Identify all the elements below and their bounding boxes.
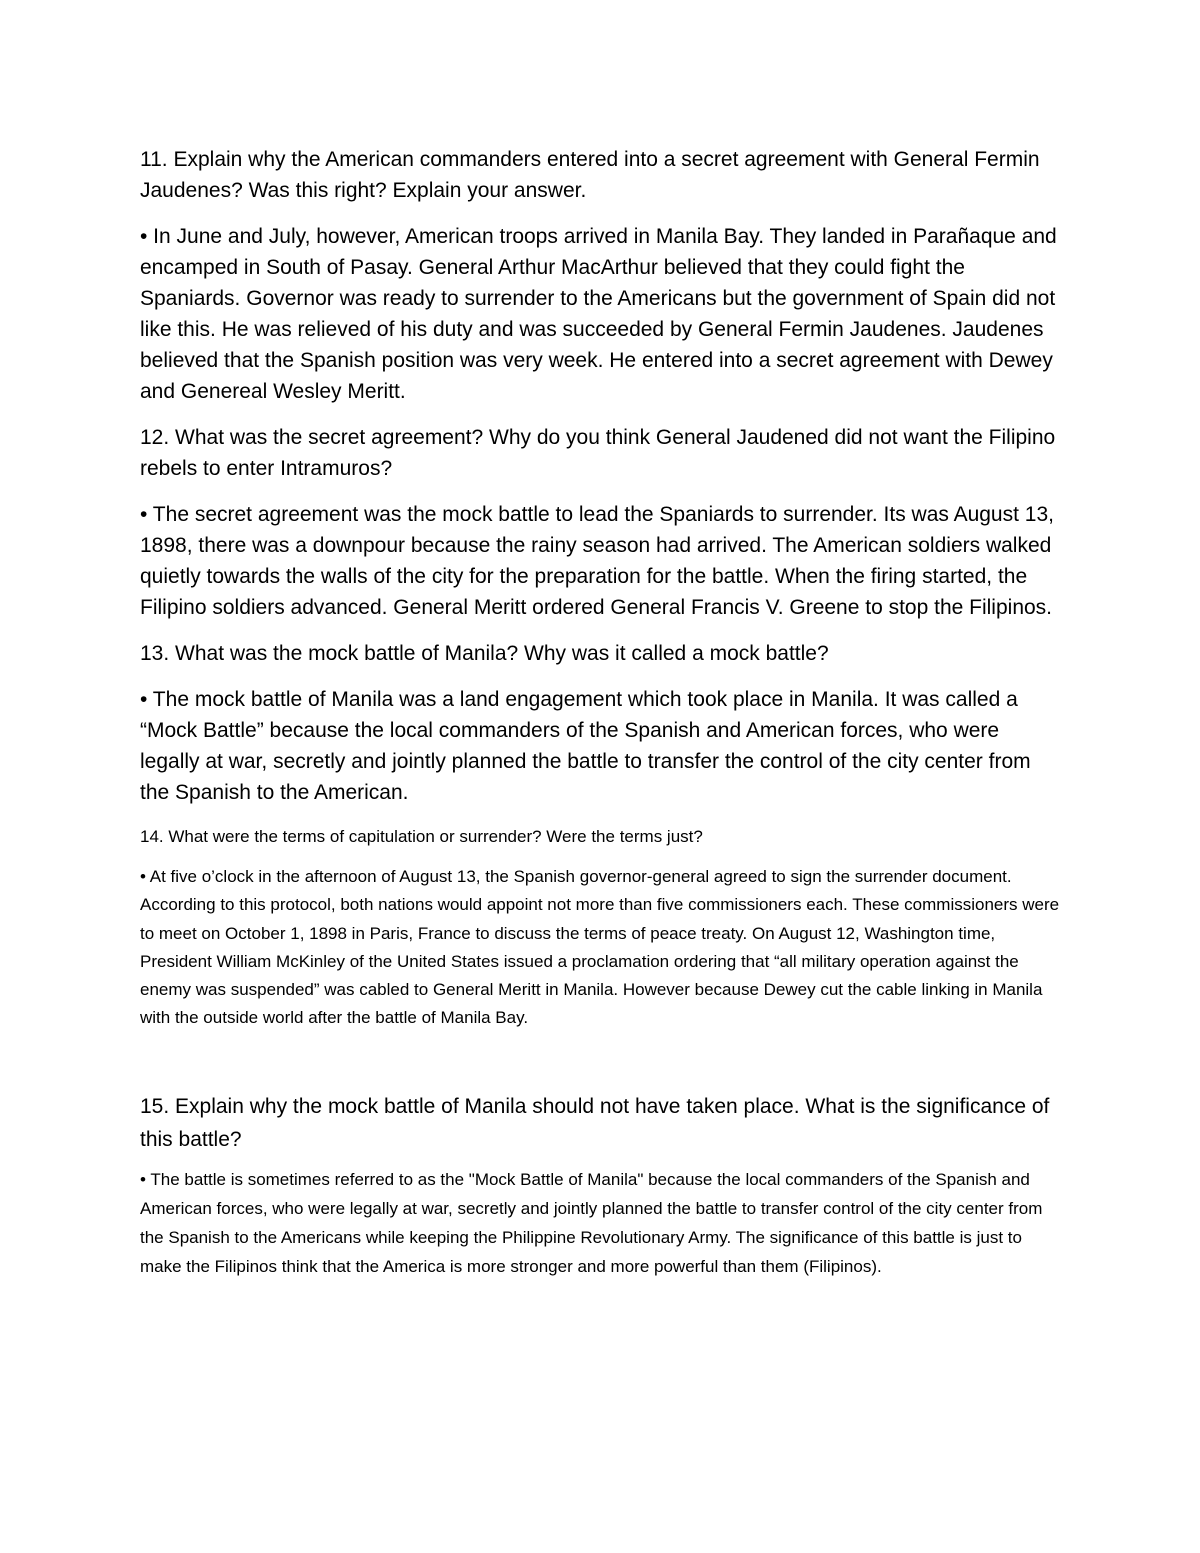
answer-13: • The mock battle of Manila was a land engagement which took place in Manila. It was called a “Mock Battle” because the local commanders of the Spanish and American forces, who were legally at war, secretly and jointly planned the battle to transfer the control of the city center from the Spanish to the American.: [140, 688, 1031, 804]
question-14: 14. What were the terms of capitulation or surrender? Were the terms just?: [140, 827, 703, 846]
question-12: 12. What was the secret agreement? Why do you think General Jaudened did not want the Filipino rebels to enter Intramuros?: [140, 426, 1056, 480]
question-13: 13. What was the mock battle of Manila? Why was it called a mock battle?: [140, 642, 829, 665]
answer-11: • In June and July, however, American troops arrived in Manila Bay. They landed in Parañaque and encamped in South of Pasay. General Arthur MacArthur believed that they could fight the Spaniards. Governor was ready to surrender to the Americans but the government of Spain did not like this. He was relieved of his duty and was succeeded by General Fermin Jaudenes. Jaudenes believed that the Spanish position was very week. He entered into a secret agreement with Dewey and Genereal Wesley Meritt.: [140, 225, 1057, 403]
question-11: 11. Explain why the American commanders entered into a secret agreement with General Fermin Jaudenes? Was this right? Explain your answer.: [140, 148, 1040, 202]
question-15: 15. Explain why the mock battle of Manila should not have taken place. What is the significance of this battle?: [140, 1094, 1050, 1151]
answer-15: • The battle is sometimes referred to as the "Mock Battle of Manila" because the local commanders of the Spanish and American forces, who were legally at war, secretly and jointly planned the battle to transfer control of the city center from the Spanish to the Americans while keeping the Philippine Revolutionary Army. The significance of this battle is just to make the Filipinos think that the America is more stronger and more powerful than them (Filipinos).: [140, 1169, 1043, 1276]
answer-14: • At five o’clock in the afternoon of August 13, the Spanish governor-general agreed to sign the surrender document. According to this protocol, both nations would appoint not more than five commissioners each. These commissioners were to meet on October 1, 1898 in Paris, France to discuss the terms of peace treaty. On August 12, Washington time, President William McKinley of the United States issued a proclamation ordering that “all military operation against the enemy was suspended” was cabled to General Meritt in Manila. However because Dewey cut the cable linking in Manila with the outside world after the battle of Manila Bay.: [140, 867, 1060, 1028]
answer-12: • The secret agreement was the mock battle to lead the Spaniards to surrender. Its was August 13, 1898, there was a downpour because the rainy season had arrived. The American soldiers walked quietly towards the walls of the city for the preparation for the battle. When the firing started, the Filipino soldiers advanced. General Meritt ordered General Francis V. Greene to stop the Filipinos.: [140, 503, 1054, 619]
